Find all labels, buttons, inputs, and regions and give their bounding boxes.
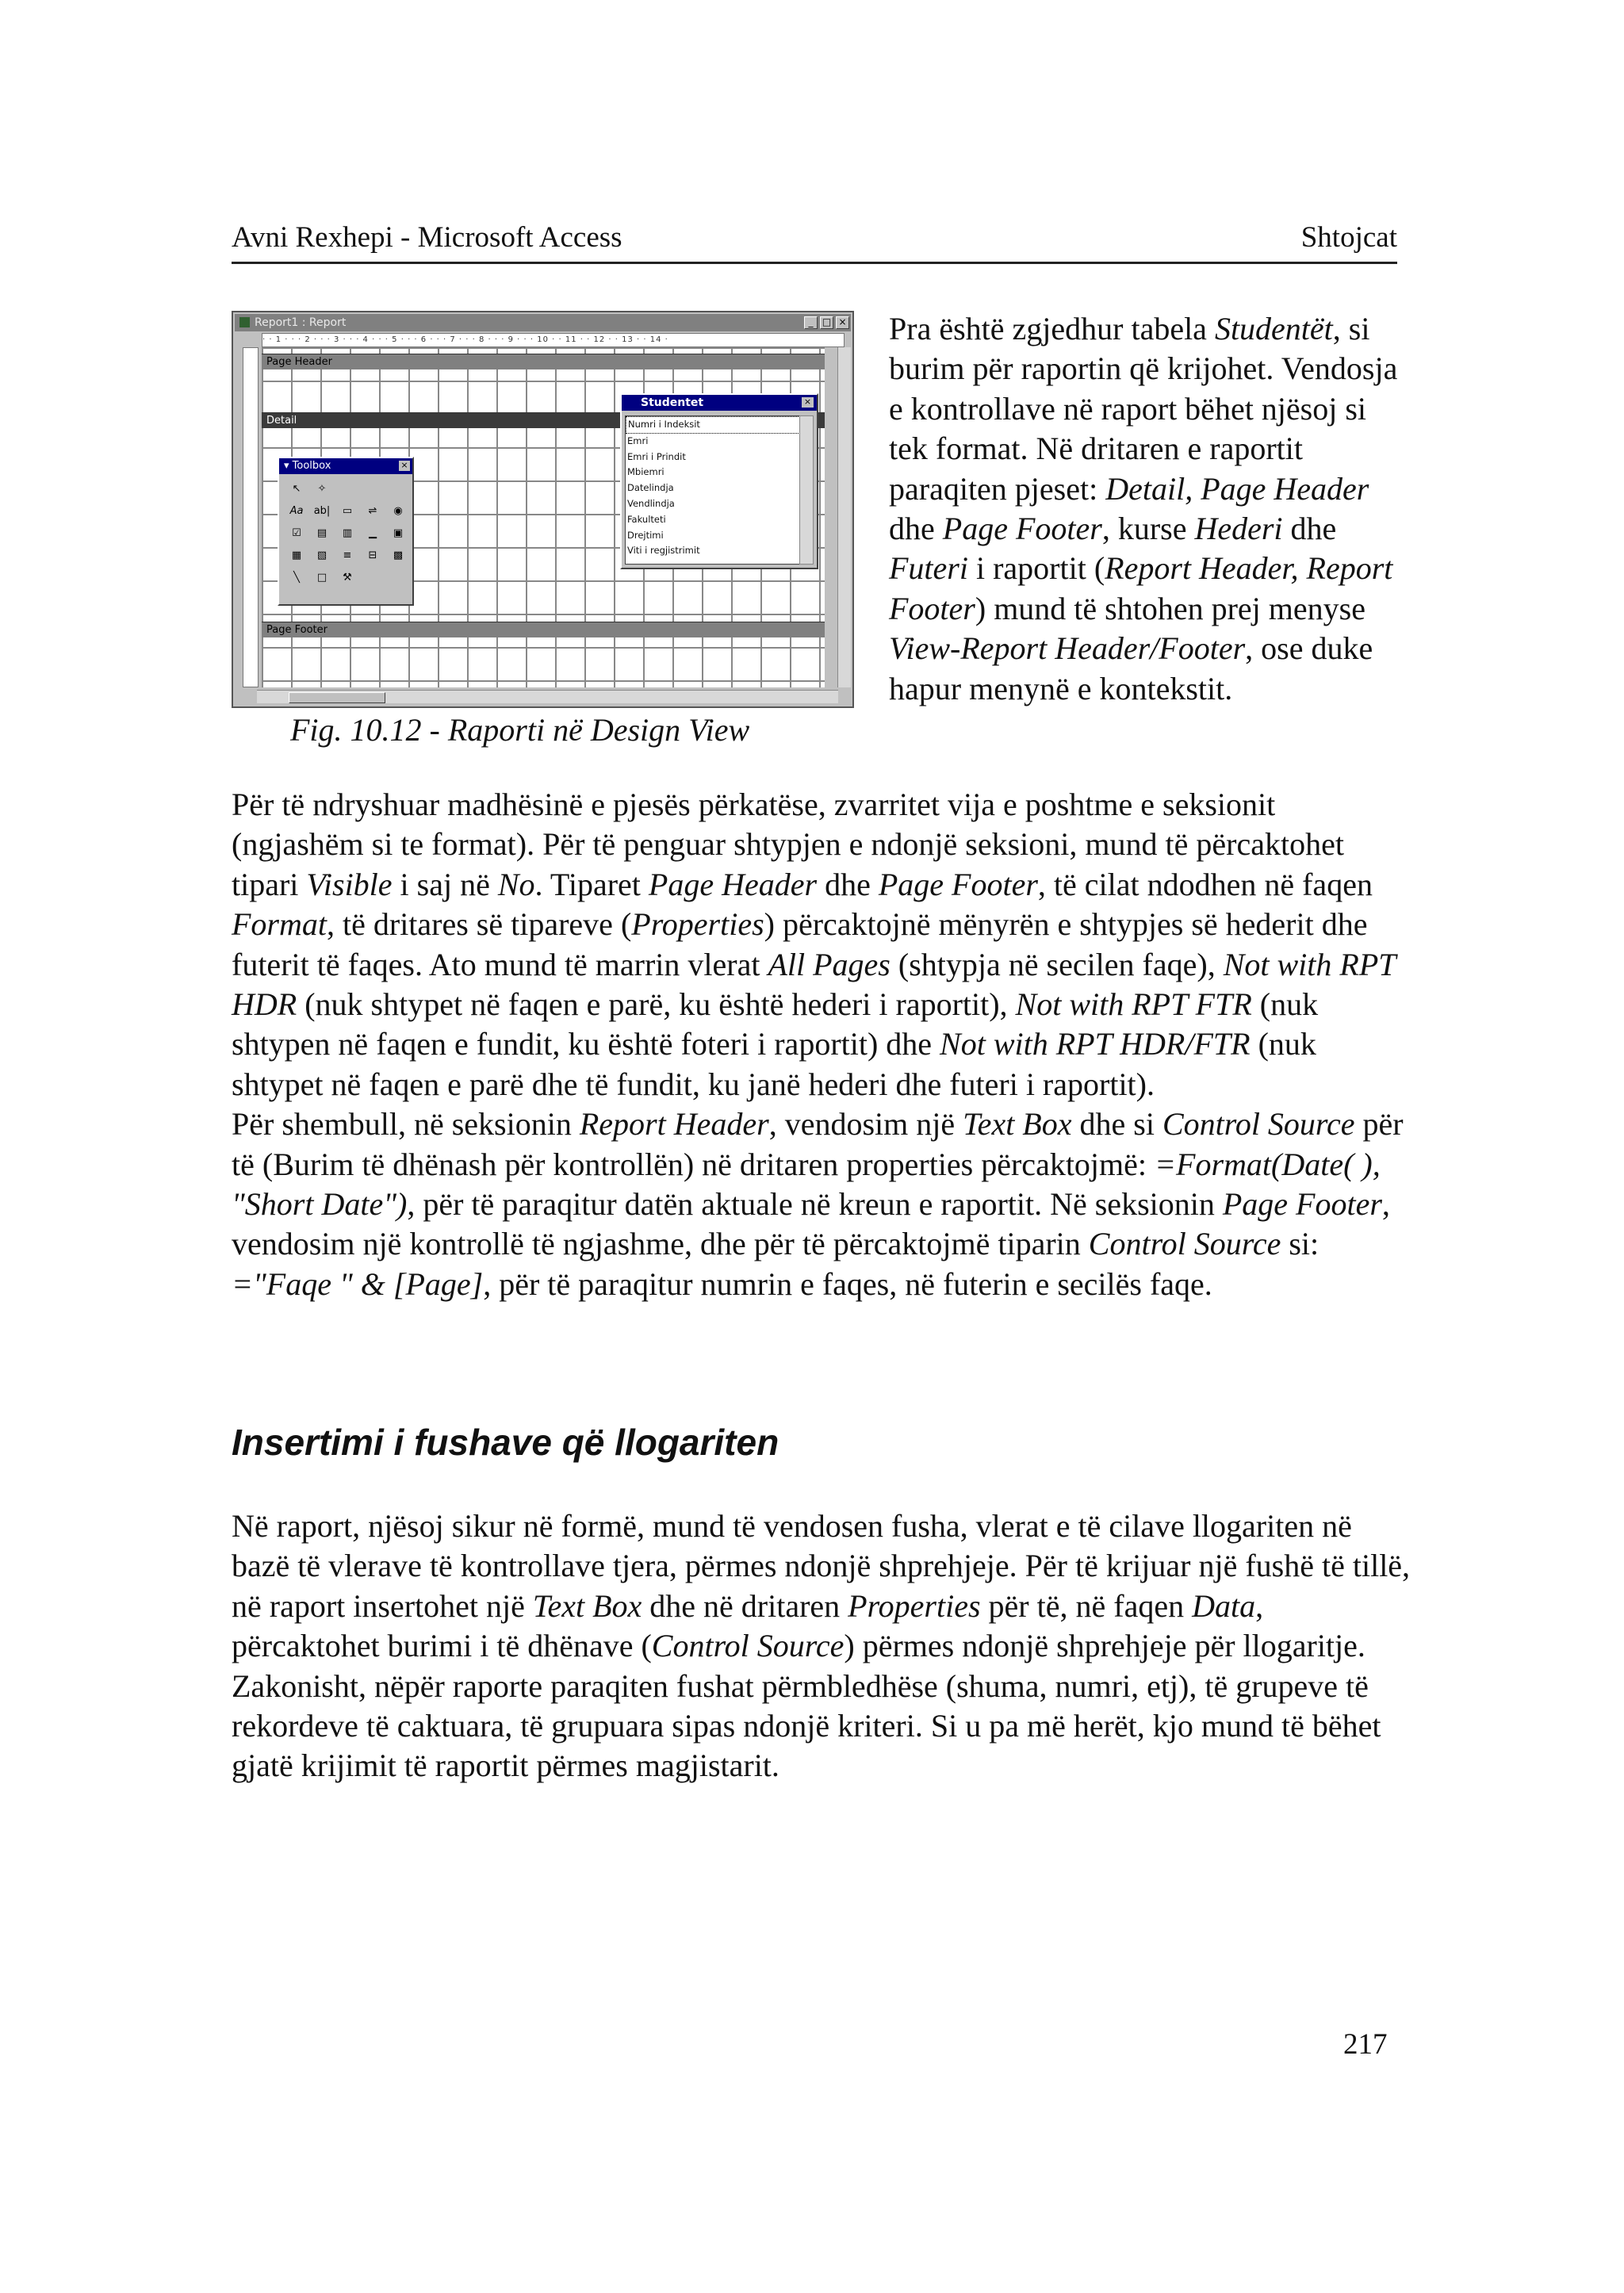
text-italic: Futeri: [889, 550, 968, 587]
text: , ose duke hapur menynë e kontekstit.: [889, 630, 1373, 706]
spacer: [338, 480, 357, 498]
text: , si burim për raportin që krijohet. Vendosja e kontrollave në raport bëhet njësoj si tek format. Në dritaren e raportit paraqiten pjeset:: [889, 311, 1398, 507]
unbound-object-icon[interactable]: ▦: [291, 549, 302, 561]
side-paragraph: [889, 309, 1412, 709]
header-section: Shtojcat: [1300, 221, 1397, 254]
text: për të, në faqen: [980, 1587, 1193, 1624]
text-italic: Control Source: [1088, 1226, 1281, 1262]
text-italic: Properties: [631, 906, 764, 943]
control-wizards-icon[interactable]: ✧: [317, 483, 327, 495]
text-italic: Page Header: [648, 866, 818, 902]
minimize-icon[interactable]: _: [804, 316, 818, 329]
vertical-ruler: [243, 347, 259, 687]
section-label: Page Header: [266, 356, 332, 368]
page-break-icon[interactable]: ≡: [343, 549, 352, 561]
toolbox-title: Toolbox: [292, 460, 331, 472]
text: i raportit (: [967, 550, 1105, 587]
tab-control-icon[interactable]: ⊟: [368, 549, 377, 561]
text: i saj në: [392, 866, 498, 902]
close-icon[interactable]: ×: [399, 461, 410, 471]
field-item[interactable]: Vendlindja: [627, 497, 675, 509]
field-list-window[interactable]: [620, 393, 818, 569]
text-italic: All Pages: [768, 946, 891, 982]
text: , të dritares së tipareve (: [327, 906, 632, 943]
text: , vendosim një: [768, 1106, 963, 1143]
page-number: 217: [1343, 2028, 1388, 2061]
report-icon: [239, 317, 250, 327]
more-controls-icon[interactable]: ⚒: [343, 572, 352, 584]
line-icon[interactable]: ╲: [293, 572, 300, 584]
text: ) përmes ndonjë shprehjeje për llogaritje. Zakonisht, nëpër raporte paraqiten fushat përmbledhëse (shuma, numri, etj), të grupeve të rekordeve të caktuara, të grupuara sipas ndonjë kriteri. Si u pa më herët, kjo mund të bëhet gjatë krijimit të raportit përmes magjistarit.: [232, 1628, 1381, 1784]
subreport-icon[interactable]: ▩: [393, 549, 404, 561]
body-paragraph-2: [232, 1506, 1413, 1786]
text-italic: Data: [1192, 1587, 1256, 1624]
spacer: [363, 480, 382, 498]
toolbox-tools: [279, 474, 412, 593]
text-italic: No: [497, 866, 535, 902]
text: dhe: [817, 866, 879, 902]
text: Për të ndryshuar madhësinë e pjesës përkatëse, zvarritet vija e poshtme e seksionit (ngjashëm si te format). Për të penguar shtypjen e ndonjë seksioni, mund të përcaktohet tipari: [232, 787, 1344, 902]
field-list-title: Studentet: [641, 396, 704, 409]
section-page-footer[interactable]: [262, 622, 825, 637]
close-icon[interactable]: ×: [836, 316, 849, 329]
toolbox-window[interactable]: [278, 457, 414, 606]
text-italic: Page Footer: [878, 866, 1038, 902]
text-italic: Not with RPT FTR: [1015, 986, 1252, 1023]
text-box-tool-icon[interactable]: ab|: [313, 505, 331, 517]
field-item[interactable]: Datelindja: [627, 482, 674, 494]
text: Në raport, njësoj sikur në formë, mund të vendosen fusha, vlerat e të cilave llogariten në bazë të vlerave të kontrollave tjera, përmes ndonjë shprehjeje. Për të krijuar një fushë të tillë, në raport insertohet një: [232, 1508, 1411, 1624]
text-italic: Control Source: [651, 1628, 845, 1664]
text: , vendosim një kontrollë të ngjashme, dhe për të përcaktojmë tiparin: [232, 1186, 1390, 1262]
text-italic: Detail, Page Header: [1105, 470, 1369, 507]
text: , përcaktohet burimi i të dhënave (: [232, 1587, 1264, 1664]
field-item[interactable]: Emri i Prindit: [627, 450, 686, 462]
command-button-icon[interactable]: ▁: [369, 527, 377, 539]
label-tool-icon[interactable]: Aa: [289, 505, 304, 517]
text-italic: =Format(Date( ), "Short Date"): [232, 1146, 1381, 1223]
text-italic: Not with RPT HDR/FTR: [940, 1026, 1251, 1062]
running-header: [232, 220, 1397, 264]
text-italic: Text Box: [532, 1587, 642, 1624]
horizontal-ruler: · · 1 · · · 2 · · · 3 · · · 4 · · · 5 · · · 6 · · · 7 · · · 8 · · · 9 · · · 10 · · 11 · · 12 · · 13 · · 14 ·: [262, 333, 845, 347]
paragraph: [232, 785, 1413, 1104]
field-list: [625, 415, 801, 565]
text-italic: ="Faqe " & [Page]: [232, 1265, 484, 1302]
combo-box-icon[interactable]: ▤: [316, 527, 327, 539]
scroll-thumb[interactable]: [289, 692, 385, 703]
bound-object-icon[interactable]: ▧: [316, 549, 327, 561]
text-italic: Format: [232, 906, 327, 943]
section-page-header[interactable]: [262, 354, 825, 369]
text: dhe: [889, 511, 943, 547]
image-icon[interactable]: ▣: [393, 527, 404, 539]
text: , për të paraqitur datën aktuale në kreun e raportit. Në seksionin: [407, 1186, 1223, 1223]
text: (shtypja në secilen faqe),: [890, 946, 1224, 982]
text-italic: Not with RPT HDR: [232, 946, 1396, 1023]
text: dhe si: [1071, 1106, 1162, 1143]
text: Për shembull, në seksionin: [232, 1106, 580, 1143]
vertical-scrollbar[interactable]: [837, 347, 851, 687]
spacer: [389, 480, 408, 498]
field-item[interactable]: Mbiemri: [627, 466, 665, 478]
text: ) përcaktojnë mënyrën e shtypjes së hederit dhe futerit të faqes. Ato mund të marrin vlerat: [232, 906, 1368, 982]
close-icon[interactable]: ×: [802, 397, 814, 408]
text: (nuk shtypet në faqen e parë dhe të fundit, ku janë hederi dhe futeri i raportit).: [232, 1026, 1316, 1102]
text: (nuk shtypen në faqen e fundit, ku është foteri i raportit) dhe: [232, 986, 1319, 1062]
section-label: Detail: [266, 415, 297, 427]
section-heading: Insertimi i fushave që llogariten: [232, 1422, 779, 1463]
window-title: Report1 : Report: [255, 316, 347, 329]
text-italic: View-Report Header/Footer: [889, 630, 1246, 667]
maximize-icon[interactable]: □: [820, 316, 833, 329]
text: , kurse: [1101, 511, 1195, 547]
text-italic: Page Footer: [1222, 1186, 1382, 1223]
text: për të (Burim të dhënash për kontrollën) në dritaren properties përcaktojmë:: [232, 1106, 1404, 1182]
header-author-title: Avni Rexhepi - Microsoft Access: [232, 221, 622, 254]
window-titlebar: [235, 314, 851, 331]
text: dhe: [1282, 511, 1337, 547]
section-label: Page Footer: [266, 624, 327, 636]
text-italic: Visible: [306, 866, 393, 902]
text: si:: [1281, 1226, 1320, 1262]
text: , të cilat ndodhen në faqen: [1037, 866, 1373, 902]
field-item[interactable]: Numri i Indeksit: [626, 416, 800, 434]
field-list-scrollbar[interactable]: [799, 415, 814, 565]
text: (nuk shtypet në faqen e parë, ku është hederi i raportit),: [297, 986, 1016, 1023]
field-item[interactable]: Emri: [627, 434, 649, 446]
text-italic: Text Box: [963, 1106, 1072, 1143]
select-objects-icon[interactable]: ↖: [292, 483, 301, 495]
field-list-titlebar: [622, 395, 817, 411]
field-item[interactable]: Fakulteti: [627, 513, 666, 525]
field-item[interactable]: Drejtimi: [627, 529, 664, 541]
report-design-view-screenshot: [232, 311, 854, 708]
text-italic: Page Footer: [942, 511, 1102, 547]
option-group-icon[interactable]: ▭: [342, 505, 353, 517]
text-italic: Hederi: [1194, 511, 1283, 547]
body-paragraph-1: [232, 785, 1413, 1304]
horizontal-scrollbar[interactable]: [257, 690, 838, 703]
rectangle-icon[interactable]: □: [316, 572, 327, 584]
text: dhe në dritaren: [642, 1587, 848, 1624]
toolbox-titlebar: ▾ Toolbox ×: [279, 458, 412, 474]
list-box-icon[interactable]: ▥: [342, 527, 353, 539]
figure-caption: Fig. 10.12 - Raporti në Design View: [290, 712, 750, 748]
text-italic: Report Header: [579, 1106, 769, 1143]
option-button-icon[interactable]: ◉: [393, 505, 403, 517]
text-italic: Control Source: [1162, 1106, 1355, 1143]
text: ) mund të shtohen prej menyse: [975, 590, 1365, 626]
paragraph: [232, 1104, 1413, 1304]
text: , për të paraqitur numrin e faqes, në futerin e secilës faqe.: [483, 1265, 1212, 1302]
text-italic: Studentët: [1214, 311, 1333, 346]
text-italic: Report Header, Report Footer: [889, 550, 1393, 626]
check-box-icon[interactable]: ☑: [292, 527, 301, 539]
toggle-button-icon[interactable]: ⇌: [368, 505, 377, 517]
text: . Tiparet: [534, 866, 649, 902]
text-italic: Properties: [848, 1587, 981, 1624]
field-item[interactable]: Viti i regjistrimit: [627, 545, 700, 557]
text: Pra është zgjedhur tabela: [889, 311, 1215, 346]
